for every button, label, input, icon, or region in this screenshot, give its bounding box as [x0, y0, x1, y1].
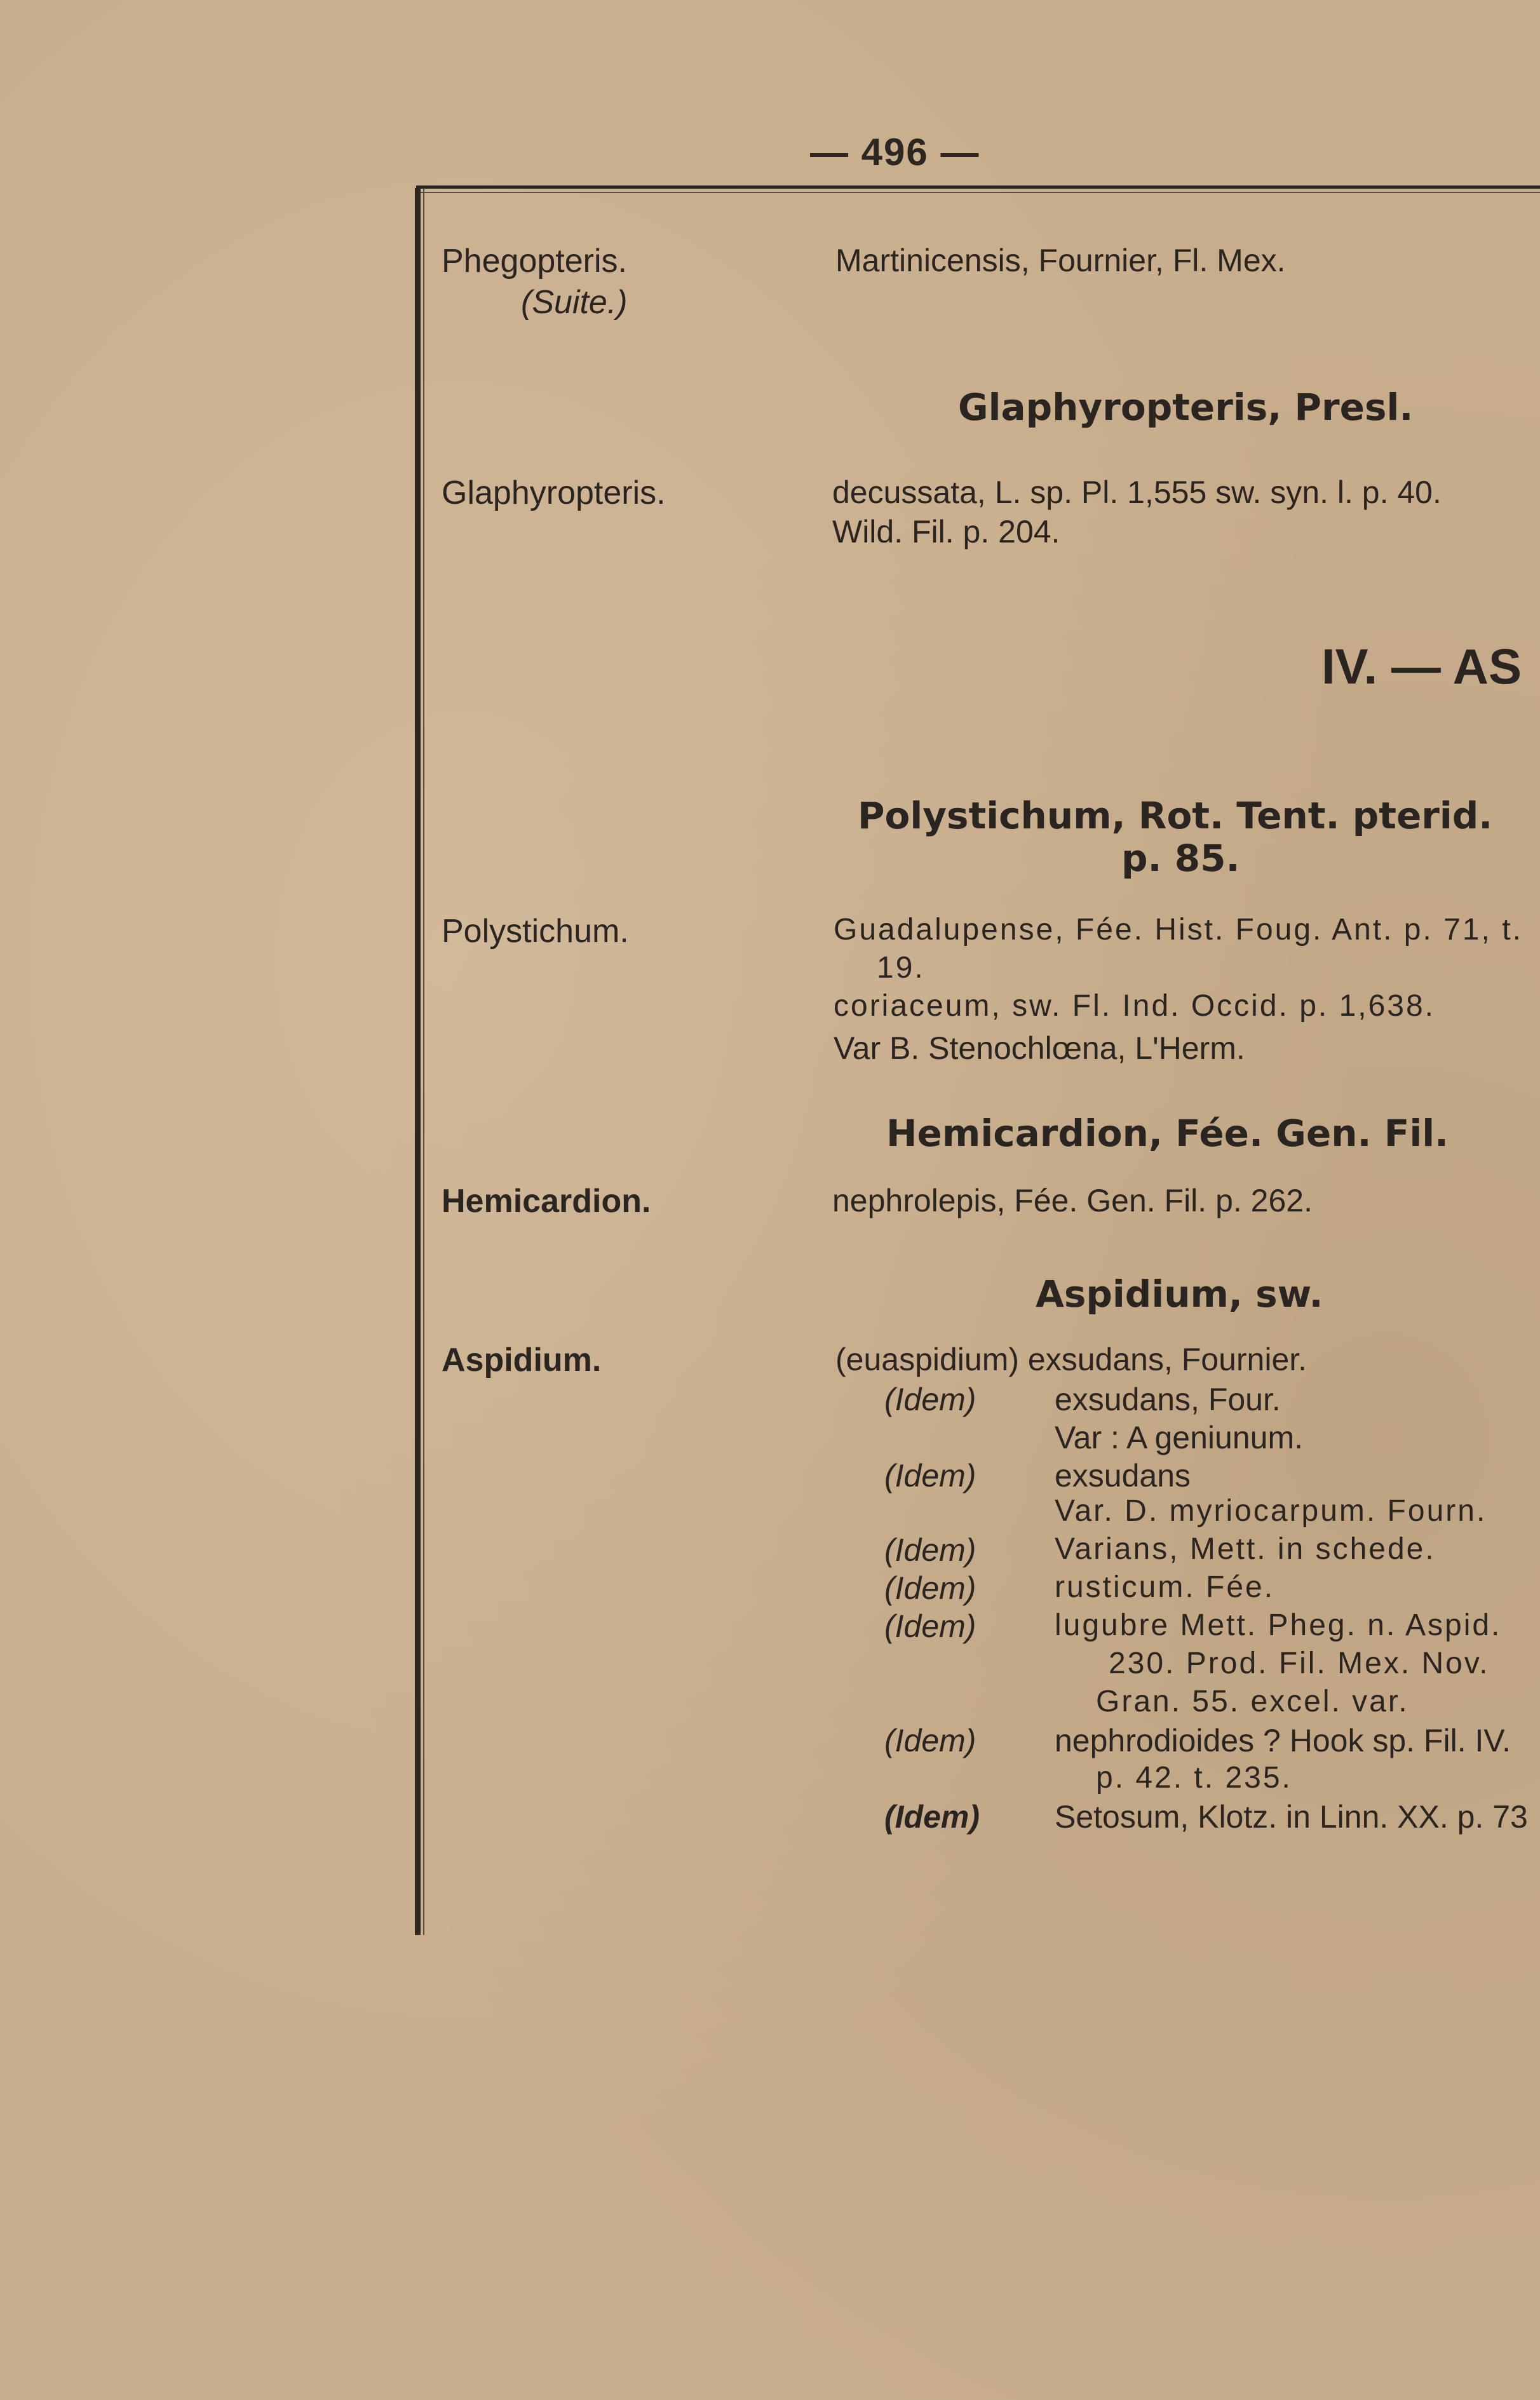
idem-prefix: (Idem) [884, 1570, 976, 1606]
entry-line: lugubre Mett. Pheg. n. Aspid. [1055, 1608, 1502, 1642]
left-rule-thin [423, 188, 424, 1935]
entry-line: (euaspidium) exsudans, Fournier. [835, 1342, 1307, 1377]
side-label-aspidium: Aspidium. [442, 1342, 602, 1379]
idem-prefix: (Idem) [884, 1723, 976, 1758]
entry-line: Setosum, Klotz. in Linn. XX. p. 73 [1055, 1799, 1528, 1835]
genus-heading-polystichum: Polystichum, Rot. Tent. pterid. [858, 794, 1493, 837]
entry-line: 19. [877, 951, 925, 985]
side-label-hemicardion: Hemicardion. [442, 1183, 651, 1220]
entry-line: exsudans [1055, 1458, 1191, 1493]
left-rule [415, 188, 421, 1935]
entry-line: Var : A geniunum. [1055, 1420, 1303, 1455]
idem-prefix: (Idem) [884, 1532, 976, 1568]
entry-line: Martinicensis, Fournier, Fl. Mex. [835, 243, 1286, 278]
top-rule [416, 185, 1540, 189]
entry-line: Varians, Mett. in schede. [1055, 1532, 1436, 1566]
entry-line: nephrolepis, Fée. Gen. Fil. p. 262. [832, 1183, 1313, 1218]
entry-line: nephrodioides ? Hook sp. Fil. IV. [1055, 1723, 1511, 1758]
entry-line: coriaceum, sw. Fl. Ind. Occid. p. 1,638. [834, 989, 1436, 1023]
side-label-glaphyropteris: Glaphyropteris. [442, 475, 666, 511]
entry-line: Gran. 55. excel. var. [1096, 1685, 1409, 1718]
genus-heading-polystichum-line2: p. 85. [1121, 837, 1240, 880]
genus-heading-hemicardion: Hemicardion, Fée. Gen. Fil. [886, 1112, 1449, 1155]
idem-prefix: (Idem) [884, 1608, 976, 1644]
idem-prefix: (Idem) [884, 1799, 980, 1835]
top-rule-thin [416, 192, 1540, 193]
entry-line: rusticum. Fée. [1055, 1570, 1275, 1604]
entry-line: exsudans, Four. [1055, 1382, 1281, 1417]
idem-prefix: (Idem) [884, 1382, 976, 1417]
page-number: — 496 — [810, 131, 980, 173]
side-label-phegopteris: Phegopteris. [442, 243, 627, 280]
entry-line: decussata, L. sp. Pl. 1,555 sw. syn. l. p. 40. [832, 475, 1442, 510]
idem-prefix: (Idem) [884, 1458, 976, 1493]
entry-line: p. 42. t. 235. [1096, 1761, 1292, 1795]
side-sub-suite: (Suite.) [521, 284, 628, 321]
entry-line: Wild. Fil. p. 204. [832, 514, 1060, 549]
side-label-polystichum: Polystichum. [442, 913, 629, 950]
genus-heading-aspidium: Aspidium, sw. [1036, 1272, 1323, 1316]
genus-heading-glaphyropteris: Glaphyropteris, Presl. [958, 386, 1414, 429]
chapter-heading: IV. — AS [1321, 638, 1522, 694]
entry-line: 230. Prod. Fil. Mex. Nov. [1109, 1647, 1490, 1680]
entry-line: Var B. Stenochlœna, L'Herm. [834, 1030, 1245, 1066]
entry-line: Var. D. myriocarpum. Fourn. [1055, 1494, 1487, 1528]
entry-line: Guadalupense, Fée. Hist. Foug. Ant. p. 71, t. [834, 913, 1523, 947]
